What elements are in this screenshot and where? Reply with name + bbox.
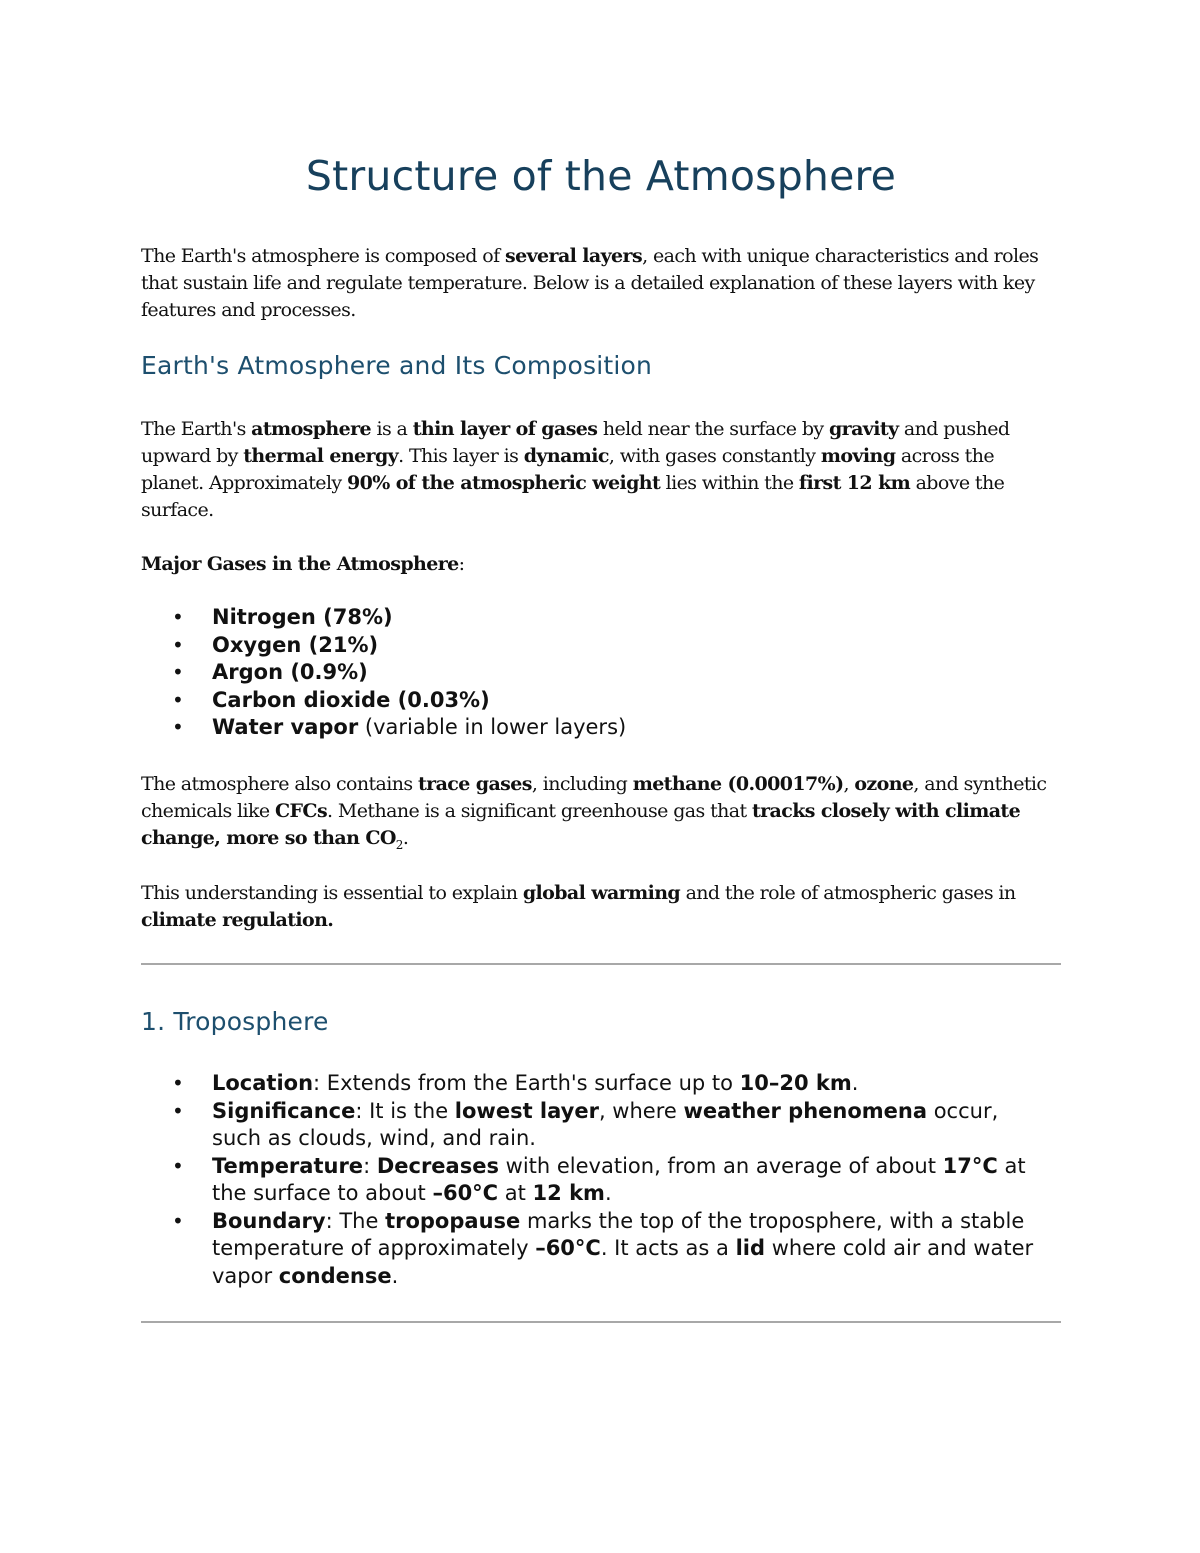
gas-name: Carbon dioxide (0.03%) xyxy=(212,687,490,712)
text: : xyxy=(458,553,465,575)
gas-name: Water vapor xyxy=(212,715,359,739)
text: at the surface to about xyxy=(212,1153,1026,1205)
bold-text: –60°C xyxy=(535,1236,601,1260)
text: held near the surface by xyxy=(597,418,829,440)
text: . xyxy=(391,1263,399,1288)
bold-text: moving xyxy=(820,445,896,467)
text: and the role of atmospheric gases in xyxy=(680,882,1016,904)
bold-text: lowest layer xyxy=(454,1098,599,1123)
bold-text: 12 km xyxy=(532,1181,605,1205)
list-item-significance xyxy=(141,1098,1041,1153)
intro-bold: several layers xyxy=(505,245,643,267)
understanding-paragraph xyxy=(141,880,1061,934)
text: and pushed upward by xyxy=(141,418,1010,467)
text: at xyxy=(498,1181,533,1205)
text: : It is the xyxy=(355,1098,455,1123)
text: above the surface. xyxy=(141,472,1005,521)
troposphere-list xyxy=(141,1070,1041,1290)
text: across the planet. Approximately xyxy=(141,445,994,494)
page-title: Structure of the Atmosphere xyxy=(305,152,897,200)
intro-paragraph xyxy=(141,243,1061,324)
horizontal-divider xyxy=(141,963,1061,965)
list-item-temperature xyxy=(141,1153,1041,1208)
intro-text: , each with unique characteristics and roles that sustain life and regulate temperature. Below is a detailed explanation of these layers with key features and processes. xyxy=(141,245,1039,321)
list-item-boundary xyxy=(141,1208,1041,1291)
item-label: Significance xyxy=(212,1098,356,1123)
text: lies within the xyxy=(660,472,799,494)
list-item xyxy=(141,659,1041,687)
gas-name: Oxygen (21%) xyxy=(212,632,379,657)
text: , xyxy=(843,773,855,795)
text: is a xyxy=(371,418,413,440)
bold-text: trace gases xyxy=(418,773,532,795)
section-heading-troposphere: 1. Troposphere xyxy=(141,1007,329,1036)
text: (variable in lower layers) xyxy=(358,715,627,739)
bold-text: –60°C xyxy=(432,1181,499,1205)
text: The atmosphere also contains xyxy=(141,773,418,795)
bold-text: CFCs xyxy=(275,800,328,822)
text: , with gases constantly xyxy=(608,445,821,467)
text: This understanding is essential to explain xyxy=(141,882,523,904)
bold-text: ozone xyxy=(854,773,914,795)
list-item xyxy=(141,714,1041,742)
bold-text: methane (0.00017%) xyxy=(632,773,844,795)
text: : xyxy=(363,1153,377,1178)
text: . xyxy=(604,1181,612,1205)
gases-list xyxy=(141,604,1041,742)
bold-text: 10–20 km xyxy=(739,1071,852,1095)
atmosphere-paragraph xyxy=(141,416,1061,524)
text: , where xyxy=(598,1098,684,1123)
text: , and synthetic chemicals like xyxy=(141,773,1047,822)
text: occur, such as clouds, wind, and rain. xyxy=(212,1098,999,1150)
bold-text: gravity xyxy=(828,418,899,440)
bold-text: Decreases xyxy=(376,1153,499,1178)
item-label: Location xyxy=(212,1071,314,1095)
bold-text: thin layer of gases xyxy=(412,418,598,440)
bold-text: weather phenomena xyxy=(683,1098,928,1123)
bold-text: first 12 km xyxy=(798,472,911,494)
subscript: 2 xyxy=(395,837,403,852)
text: with elevation, from an average of about xyxy=(498,1153,943,1178)
text: : Extends from the Earth's surface up to xyxy=(313,1071,740,1095)
horizontal-divider xyxy=(141,1321,1061,1323)
list-item-location xyxy=(141,1070,1041,1098)
text: . It acts as a xyxy=(600,1236,736,1260)
bold-text: global warming xyxy=(522,882,681,904)
text: marks the top of the troposphere, with a stable temperature of approximately xyxy=(212,1208,1025,1260)
text: , including xyxy=(531,773,633,795)
text: where cold air and water vapor xyxy=(212,1236,1034,1288)
bold-text: dynamic xyxy=(523,445,609,467)
bold-text: thermal energy xyxy=(243,445,399,467)
gas-name: Argon (0.9%) xyxy=(212,660,368,684)
bold-text: 17°C xyxy=(942,1153,998,1178)
major-gases-label xyxy=(141,551,1061,578)
text: The Earth's xyxy=(141,418,252,440)
bold-text: climate regulation. xyxy=(141,909,334,931)
list-item xyxy=(141,604,1041,632)
gas-name: Nitrogen (78%) xyxy=(212,605,393,629)
intro-text: The Earth's atmosphere is composed of xyxy=(141,245,506,267)
bold-text: tropopause xyxy=(385,1208,521,1233)
bold-text: tracks closely with climate change, more so than CO xyxy=(141,800,1021,849)
text: . This layer is xyxy=(398,445,524,467)
list-item xyxy=(141,632,1041,660)
item-label: Boundary xyxy=(212,1208,326,1233)
item-label: Temperature xyxy=(212,1153,364,1178)
text: . Methane is a significant greenhouse gas that xyxy=(327,800,752,822)
bold-text: 90% of the atmospheric weight xyxy=(347,472,661,494)
bold-text: lid xyxy=(735,1236,766,1260)
section-heading-composition: Earth's Atmosphere and Its Composition xyxy=(141,351,653,380)
text: : The xyxy=(325,1208,386,1233)
trace-gases-paragraph xyxy=(141,771,1061,852)
text: . xyxy=(402,827,409,849)
bold-text: Major Gases in the Atmosphere xyxy=(141,553,459,575)
bold-text: condense xyxy=(278,1263,392,1288)
list-item xyxy=(141,687,1041,715)
bold-text: atmosphere xyxy=(251,418,372,440)
text: . xyxy=(851,1071,859,1095)
